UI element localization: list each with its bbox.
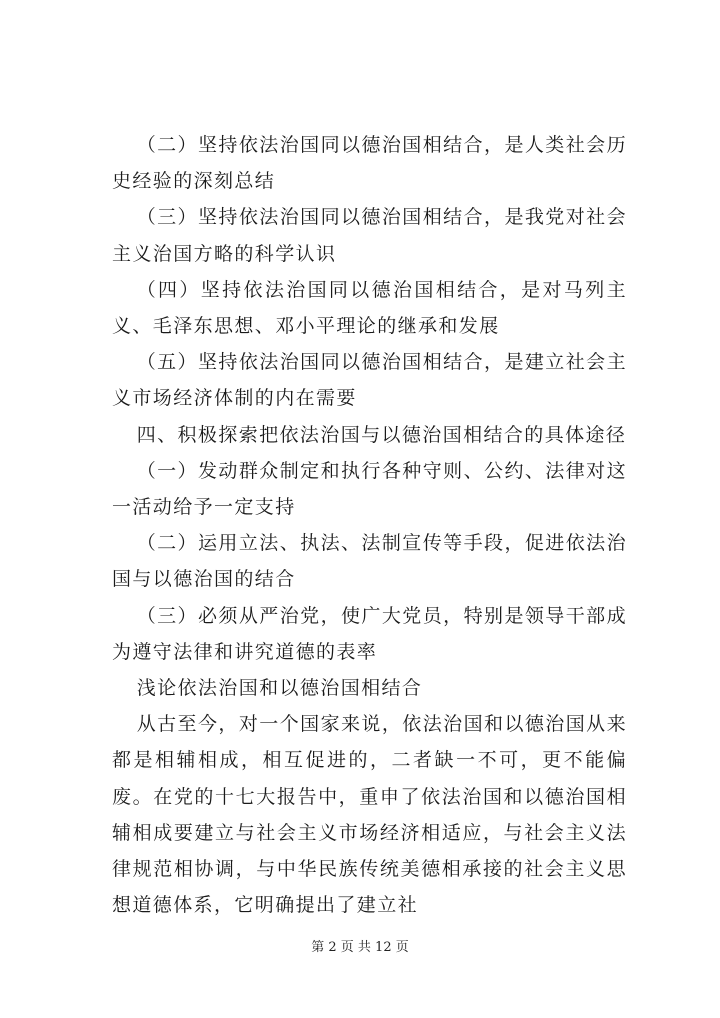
paragraph-point-2: （二）坚持依法治国同以德治国相结合，是人类社会历史经验的深刻总结	[112, 134, 627, 193]
paragraph-point-5: （五）坚持依法治国同以德治国相结合，是建立社会主义市场经济体制的内在需要	[112, 351, 627, 410]
paragraph-subpoint-1: （一）发动群众制定和执行各种守则、公约、法律对这一活动给予一定支持	[112, 459, 627, 519]
paragraph-point-3: （三）坚持依法治国同以德治国相结合，是我党对社会主义治国方略的科学认识	[112, 206, 627, 265]
section-heading-4: 四、积极探索把依法治国与以德治国相结合的具体途径	[136, 423, 627, 446]
paragraph-body-intro: 从古至今，对一个国家来说，依法治国和以德治国从来都是相辅相成，相互促进的，二者缺一不可，更不能偏废。在党的十七大报告中，重申了依法治国和以德治国相辅相成要建立与社会主义市场经济相适应，与社会主义法律规范相协调，与中华民族传统美德相承接的社会主义思想道德体系，它明确提出了建立社	[112, 713, 627, 917]
article-title: 浅论依法治国和以德治国相结合	[136, 677, 423, 700]
paragraph-point-4: （四）坚持依法治国同以德治国相结合，是对马列主义、毛泽东思想、邓小平理论的继承和发展	[112, 278, 627, 338]
page-number: 第 2 页 共 12 页	[311, 940, 409, 955]
document-body	[112, 127, 627, 923]
paragraph-subpoint-3: （三）必须从严治党，使广大党员，特别是领导干部成为遵守法律和讲究道德的表率	[112, 604, 627, 663]
paragraph-subpoint-2: （二）运用立法、执法、法制宣传等手段，促进依法治国与以德治国的结合	[112, 532, 627, 591]
